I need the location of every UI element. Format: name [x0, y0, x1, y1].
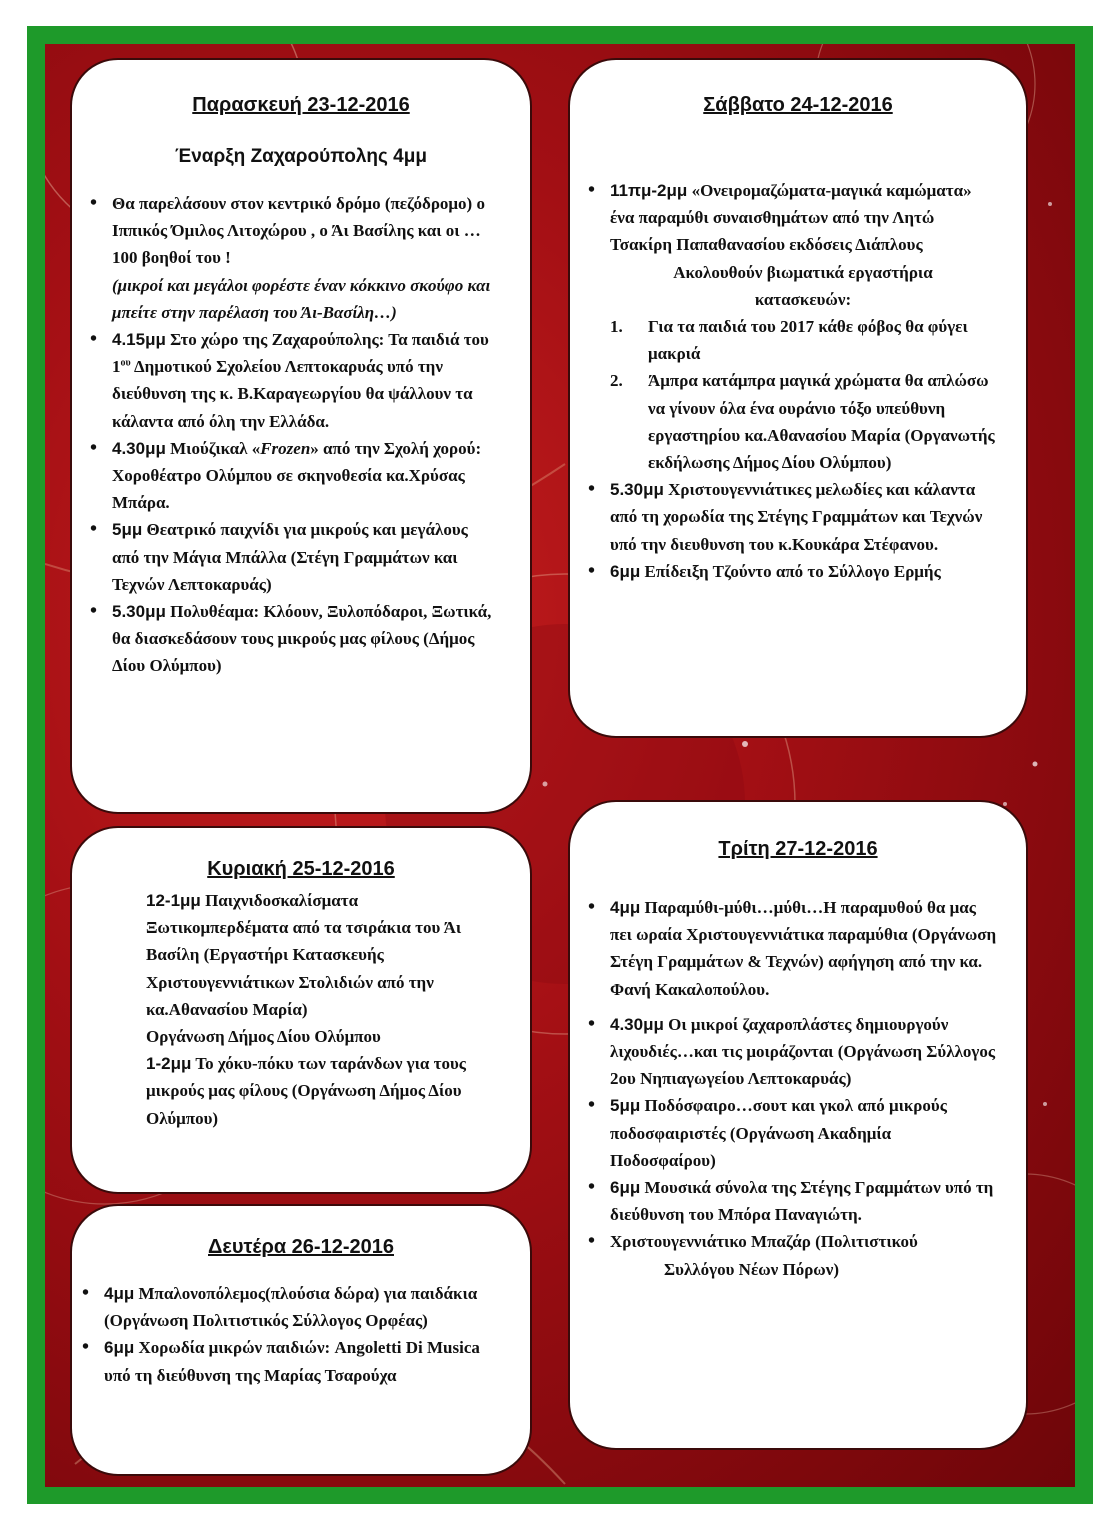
- list-item: • 4μμ Παραμύθι-μύθι…μύθι…Η παραμυθού θα μας πει ωραία Χριστουγεννιάτικα παραμύθια (Οργάνωση Στέγη Γραμμάτων & Τεχνών) αφήγηση από την κα. Φανή Κακαλοπούλου.: [610, 894, 998, 1003]
- sunday-paragraph: Οργάνωση Δήμος Δίου Ολύμπου: [146, 1027, 381, 1047]
- card-tuesday: [568, 800, 1028, 1450]
- tuesday-list: [610, 894, 998, 1283]
- list-item: • 6μμ Μουσικά σύνολα της Στέγης Γραμμάτων υπό τη διεύθυνση του Μπόρα Παναγιώτη.: [610, 1174, 998, 1228]
- monday-title: Δευτέρα 26-12-2016: [208, 1236, 394, 1258]
- friday-note: (μικροί και μεγάλοι φορέστε έναν κόκκινο σκούφο και μπείτε στην παρέλαση του Άι-Βασίλη…): [112, 275, 491, 322]
- saturday-content: [610, 177, 996, 585]
- card-monday: [70, 1204, 532, 1476]
- card-friday: [70, 58, 532, 814]
- saturday-title: Σάββατο 24-12-2016: [703, 94, 893, 116]
- friday-title: Παρασκευή 23-12-2016: [192, 94, 410, 116]
- list-item: 1. Για τα παιδιά του 2017 κάθε φόβος θα φύγει μακριά: [610, 317, 968, 364]
- friday-subtitle: Έναρξη Ζαχαρούπολης 4μμ: [175, 146, 427, 167]
- list-item: • Θα παρελάσουν στον κεντρικό δρόμο (πεζόδρομο) ο Ιππικός Όμιλος Λιτοχώρου , ο Άι Βασίλης και οι … 100 βοηθοί του ! (μικροί και μεγάλοι φορέστε έναν κόκκινο σκούφο και μπείτε στην παρέλαση του Άι-Βασίλη…): [112, 190, 494, 326]
- list-item: • 6μμ Χορωδία μικρών παιδιών: Angoletti Di Musica υπό τη διεύθυνση της Μαρίας Τσαρούχα: [104, 1334, 502, 1388]
- list-item: 2. Άμπρα κατάμπρα μαγικά χρώματα θα απλώσω να γίνουν όλα ένα ουράνιο τόξο υπεύθυνη εργαστηρίου κα.Αθανασίου Μαρία (Οργανωτής εκδήλωσης Δήμος Δίου Ολύμπου): [610, 371, 995, 473]
- list-item: • Χριστουγεννιάτικο Μπαζάρ (Πολιτιστικού Συλλόγου Νέων Πόρων): [610, 1228, 998, 1282]
- tuesday-title: Τρίτη 27-12-2016: [718, 838, 878, 860]
- card-sunday: [70, 826, 532, 1194]
- list-item: • 6μμ Επίδειξη Τζούντο από το Σύλλογο Ερμής: [610, 558, 996, 585]
- list-item: • 5.30μμ Πολυθέαμα: Κλόουν, Ξυλοπόδαροι, Ξωτικά, θα διασκεδάσουν τους μικρούς μας φίλους (Δήμος Δίου Ολύμπου): [112, 598, 494, 680]
- list-item: • 11πμ-2μμ «Ονειρομαζώματα-μαγικά καμώματα» ένα παραμύθι συναισθημάτων από την Λητώ Τσακίρη Παπαθανασίου εκδόσεις Διάπλους: [610, 177, 996, 259]
- list-item: • 4μμ Μπαλονοπόλεμος(πλούσια δώρα) για παιδάκια (Οργάνωση Πολιτιστικός Σύλλογος Ορφέας): [104, 1280, 502, 1334]
- sunday-paragraph: 12-1μμ Παιχνιδοσκαλίσματα Ξωτικομπερδέματα από τα τσιράκια του Άι Βασίλη (Εργαστήρι Κατασκευής Χριστουγεννιάτικων Στολιδιών από την κα.Αθανασίου Μαρία): [146, 891, 462, 1019]
- list-item: • 4.30μμ Οι μικροί ζαχαροπλάστες δημιουργούν λιχουδιές…και τις μοιράζονται (Οργάνωση Σύλλογος 2ου Νηπιαγωγείου Λεπτοκαρυάς): [610, 1011, 998, 1093]
- card-saturday: [568, 58, 1028, 738]
- list-item: • 5μμ Θεατρικό παιχνίδι για μικρούς και μεγάλους από την Μάγια Μπάλλα (Στέγη Γραμμάτων και Τεχνών Λεπτοκαρυάς): [112, 516, 494, 598]
- workshops-intro: Ακολουθούν βιωματικά εργαστήρια κατασκευών:: [673, 262, 933, 309]
- sunday-title: Κυριακή 25-12-2016: [207, 858, 395, 880]
- list-item: • 4.15μμ Στο χώρο της Ζαχαρούπολης: Τα παιδιά του $1^{o\upsilon}$ Δημοτικού Σχολείου Λεπτοκαρυάς υπό την διεύθυνση της κ. Β.Καραγεωργίου θα ψάλλουν τα κάλαντα από όλη την Ελλάδα.: [112, 326, 494, 435]
- list-item: • 5.30μμ Χριστουγεννιάτικες μελωδίες και κάλαντα από τη χορωδία της Στέγης Γραμμάτων και Τεχνών υπό την διευθυνση του κ.Κουκάρα Στέφανου.: [610, 476, 996, 558]
- list-item: • 4.30μμ Μιούζικαλ «Frozen» από την Σχολή χορού: Χοροθέατρο Ολύμπου σε σκηνοθεσία κα.Χρύσας Μπάρα.: [112, 435, 494, 517]
- workshop-list: [610, 313, 996, 476]
- list-item: • 5μμ Ποδόσφαιρο…σουτ και γκολ από μικρούς ποδοσφαιριστές (Οργάνωση Ακαδημία Ποδοσφαίρου): [610, 1092, 998, 1174]
- sunday-paragraph: 1-2μμ Το χόκυ-πόκυ των ταράνδων για τους μικρούς μας φίλους (Οργάνωση Δήμος Δίου Ολύμπου): [146, 1054, 466, 1128]
- monday-list: [104, 1280, 502, 1389]
- sunday-content: [146, 887, 500, 1132]
- friday-list: [112, 190, 494, 680]
